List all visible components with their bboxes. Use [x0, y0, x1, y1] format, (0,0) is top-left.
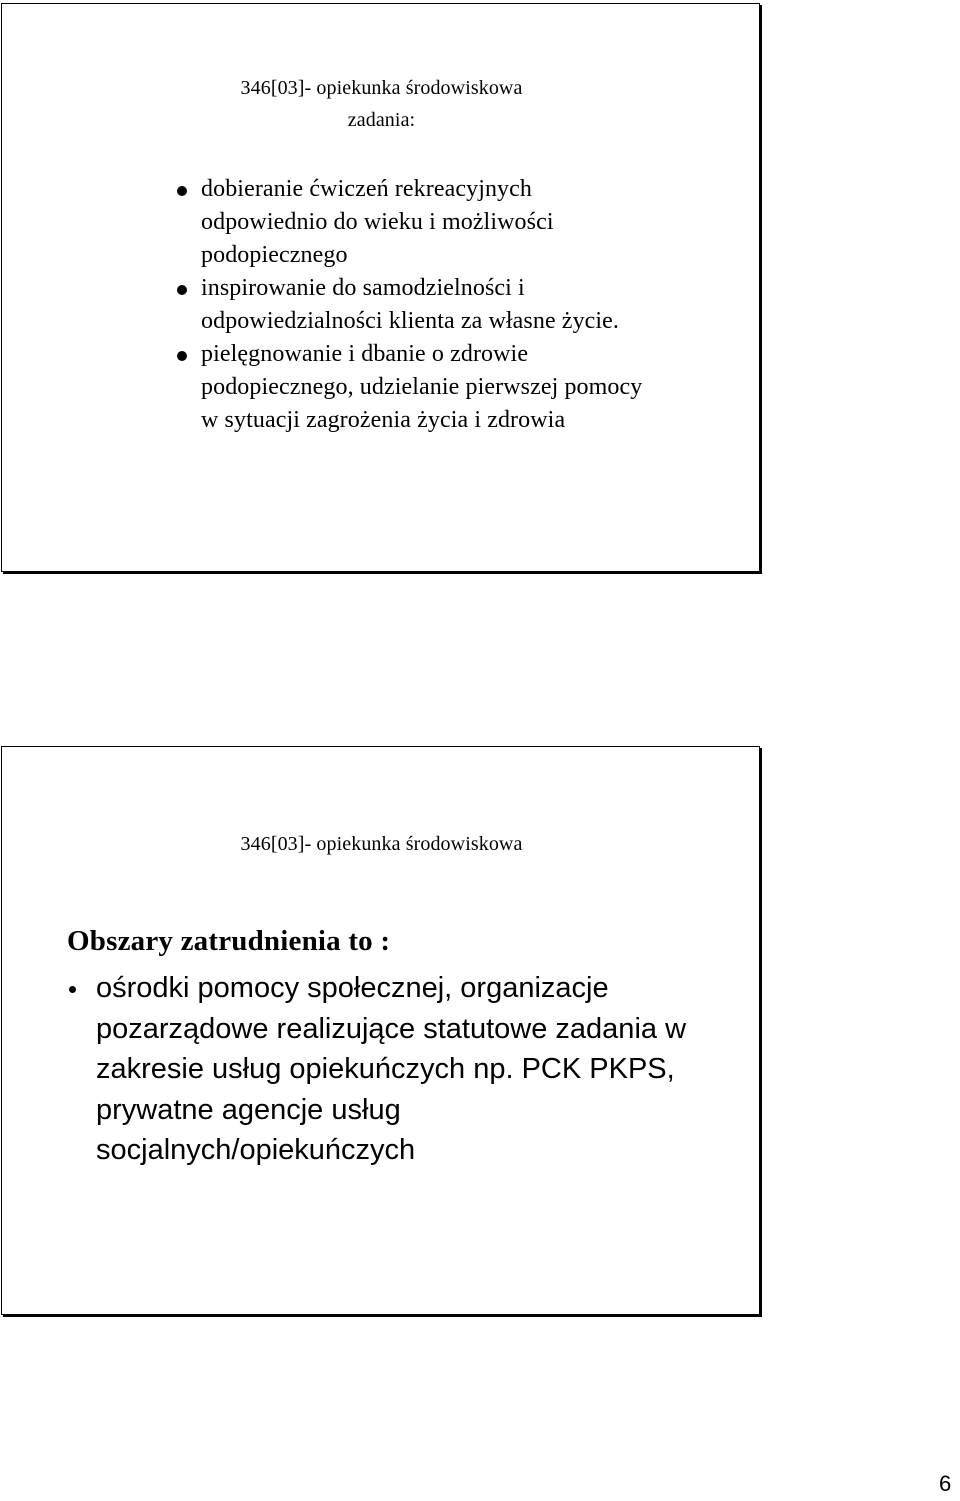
list-item-text: dobieranie ćwiczeń rekreacyjnych odpowiednio do wieku i możliwości podopiecznego	[201, 176, 554, 268]
list-item	[172, 338, 652, 437]
list-item	[62, 968, 722, 1171]
slide-1-bullet-list	[172, 173, 652, 437]
slide-2-bullet-list	[62, 968, 722, 1171]
list-item	[172, 173, 652, 272]
slide-1-subtitle: zadania:	[347, 109, 416, 131]
bullet-icon	[177, 351, 187, 361]
slide-1-title: 346[03]- opiekunka środowiskowa	[240, 77, 523, 99]
list-item-text: ośrodki pomocy społecznej, organizacje pozarządowe realizujące statutowe zadania w zakresie usług opiekuńczych np. PCK PKPS, prywatne agencje usług socjalnych/opiekuńczych	[96, 972, 687, 1166]
bullet-icon	[177, 186, 187, 196]
bullet-icon	[177, 285, 187, 295]
slide-1	[1, 3, 760, 572]
slide-2	[1, 746, 760, 1315]
slide-2-title: 346[03]- opiekunka środowiskowa	[240, 833, 523, 855]
list-item-text: pielęgnowanie i dbanie o zdrowie podopiecznego, udzielanie pierwszej pomocy w sytuacji zagrożenia życia i zdrowia	[201, 341, 643, 433]
page-number: 6	[939, 1471, 952, 1496]
bullet-icon	[69, 986, 76, 993]
list-item-text: inspirowanie do samodzielności i odpowiedzialności klienta za własne życie.	[201, 275, 620, 334]
list-item	[172, 272, 652, 338]
slide-2-heading: Obszary zatrudnienia to :	[67, 925, 391, 957]
